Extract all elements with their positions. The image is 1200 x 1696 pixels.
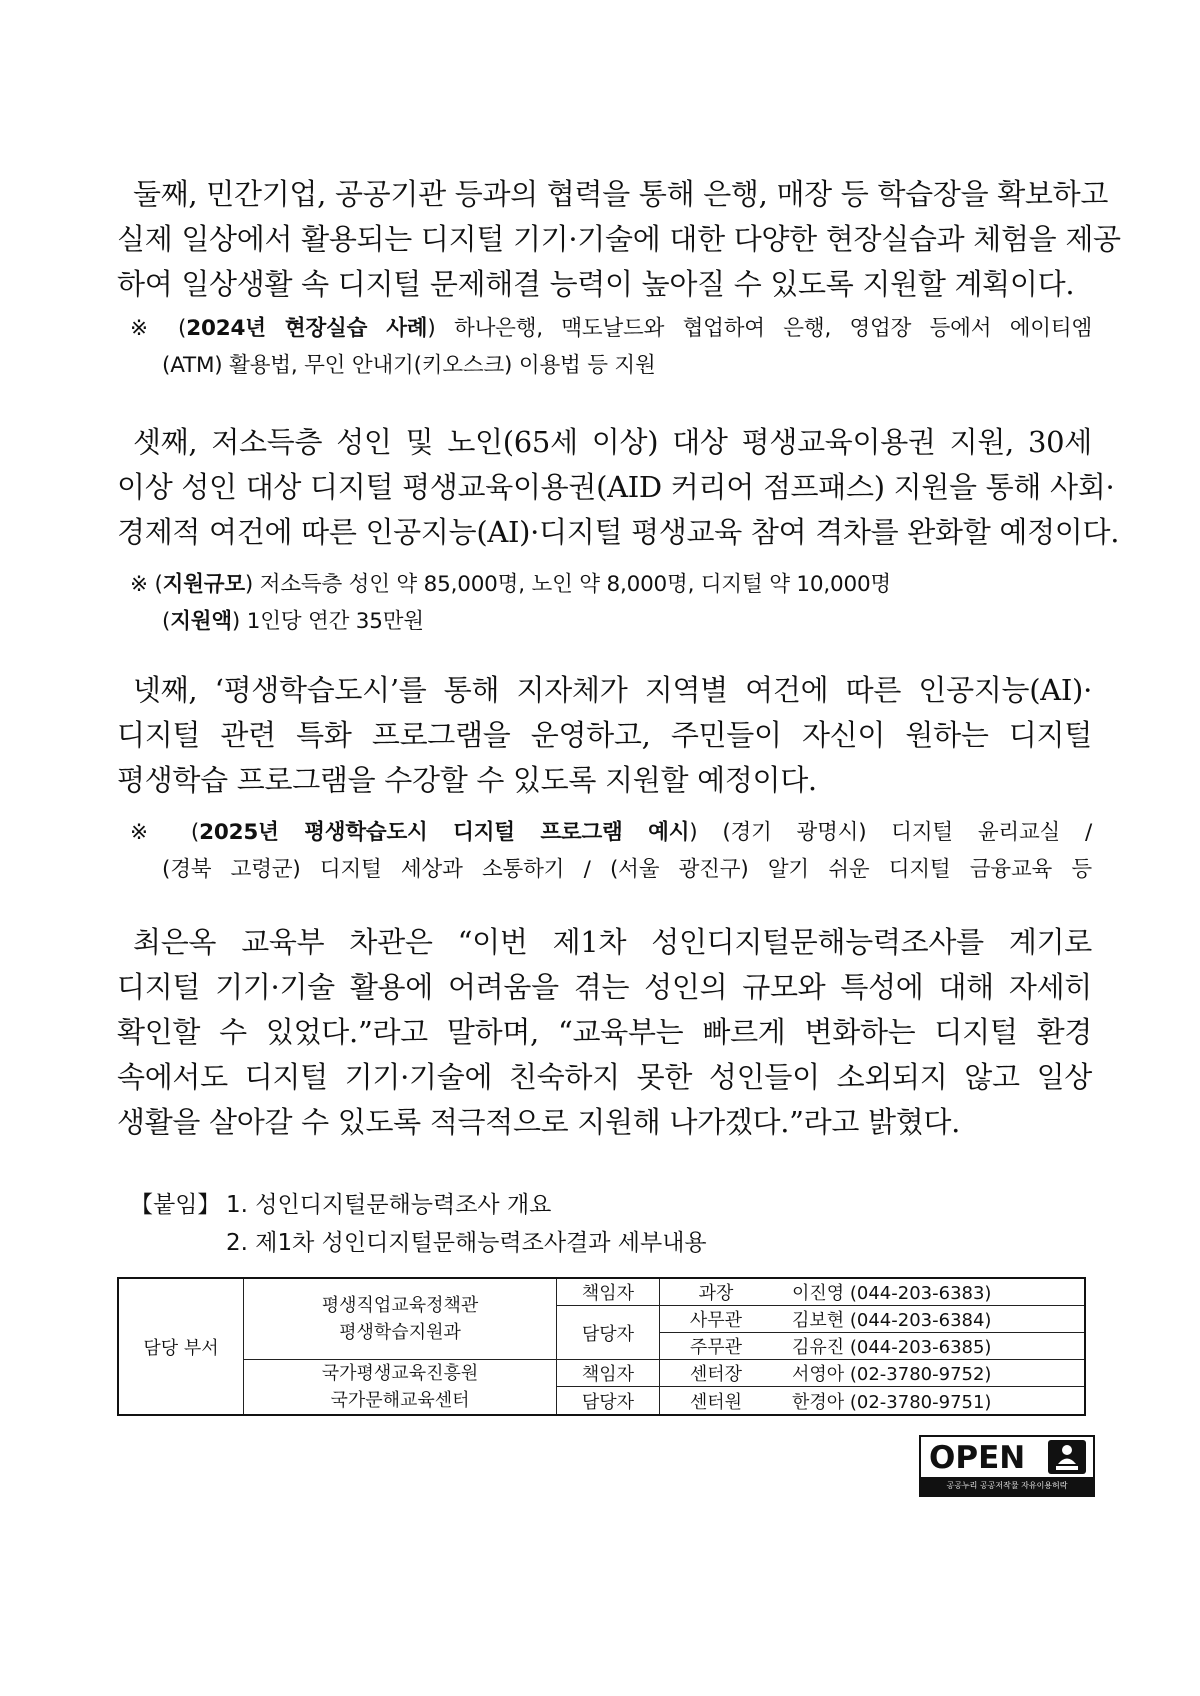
note-support-scale: [130, 566, 1092, 640]
name-phone-cell: 김유진 (044-203-6385): [772, 1333, 1085, 1360]
note-text: (ATM) 활용법, 무인 안내기(키오스크) 이용법 등 지원: [162, 353, 656, 378]
paragraph-line: 속에서도 디지털 기기·기술에 친숙하지 못한 성인들이 소외되지 않고 일상: [117, 1060, 1092, 1094]
paragraph-vice-minister-quote: [117, 920, 1092, 1145]
contacts-table: [117, 1277, 1086, 1416]
paragraph-line: 실제 일상에서 활용되는 디지털 기기·기술에 대한 다양한 현장실습과 체험을 제공: [117, 222, 1121, 256]
note-mark: ※ (: [130, 316, 187, 341]
note-heading: 2025년 평생학습도시 디지털 프로그램 예시: [199, 820, 690, 845]
paragraph-line: 확인할 수 있었다.”라고 말하며, “교육부는 빠르게 변화하는 디지털 환경: [117, 1015, 1092, 1049]
dept-label: 담당 부서: [118, 1278, 244, 1415]
note-text: (경북 고령군) 디지털 세상과 소통하기 / (서울 광진구) 알기 쉬운 디지털 금융교육 등: [162, 857, 1092, 882]
role-cell: 담당자: [557, 1306, 660, 1360]
rank-cell: 센터장: [660, 1360, 773, 1387]
note-heading: 지원액: [170, 609, 232, 634]
role-cell: 담당자: [557, 1387, 660, 1415]
note-text: ) 저소득층 성인 약 85,000명, 노인 약 8,000명, 디지털 약 10,000명: [244, 572, 892, 597]
rank-cell: 주무관: [660, 1333, 773, 1360]
kogl-open-license-logo: [919, 1435, 1095, 1497]
note-heading: 2024년 현장실습 사례: [186, 316, 428, 341]
attachment-item: 2. 제1차 성인디지털문해능력조사결과 세부내용: [226, 1230, 707, 1256]
rank-cell: 과장: [660, 1278, 773, 1306]
note-open: (: [162, 609, 171, 634]
note-heading: 지원규모: [162, 572, 245, 597]
name-phone-cell: 이진영 (044-203-6383): [772, 1278, 1085, 1306]
attribution-person-icon: [1048, 1440, 1086, 1474]
note-field-practice: [130, 310, 1092, 384]
paragraph-line: 셋째, 저소득층 성인 및 노인(65세 이상) 대상 평생교육이용권 지원, 30세: [133, 425, 1092, 459]
paragraph-line: 둘째, 민간기업, 공공기관 등과의 협력을 통해 은행, 매장 등 학습장을 확보하고: [133, 177, 1109, 211]
paragraph-line: 디지털 관련 특화 프로그램을 운영하고, 주민들이 자신이 원하는 디지털: [117, 718, 1092, 752]
paragraph-fourth: [117, 668, 1092, 803]
attachments-list: [130, 1186, 707, 1262]
note-mark: ※ (: [130, 820, 200, 845]
note-text: 하나은행, 맥도날드와 협업하여 은행, 영업장 등에서 에이티엠: [435, 316, 1093, 341]
note-program-example: [130, 814, 1092, 888]
table-row: [118, 1278, 1085, 1306]
org-name: 국가문해교육센터: [330, 1390, 470, 1411]
name-phone-cell: 김보현 (044-203-6384): [772, 1306, 1085, 1333]
paragraph-line: 최은옥 교육부 차관은 “이번 제1차 성인디지털문해능력조사를 계기로: [133, 925, 1092, 959]
paragraph-line: 경제적 여건에 따른 인공지능(AI)·디지털 평생교육 참여 격차를 완화할 예정이다.: [117, 515, 1120, 549]
org-name: 평생직업교육정책관: [321, 1295, 479, 1316]
note-close: ): [427, 316, 436, 341]
name-phone-cell: 한경아 (02-3780-9751): [772, 1387, 1085, 1415]
attachment-item: 1. 성인디지털문해능력조사 개요: [226, 1192, 552, 1218]
org-name: 국가평생교육진흥원: [321, 1363, 479, 1384]
org-name: 평생학습지원과: [339, 1322, 461, 1343]
paragraph-line: 생활을 살아갈 수 있도록 적극적으로 지원해 나가겠다.”라고 밝혔다.: [117, 1105, 961, 1139]
org-cell: [244, 1278, 557, 1360]
table-row: [118, 1360, 1085, 1387]
role-cell: 책임자: [557, 1278, 660, 1306]
paragraph-line: 디지털 기기·기술 활용에 어려움을 겪는 성인의 규모와 특성에 대해 자세히: [117, 970, 1092, 1004]
license-caption: 공공누리 공공저작물 자유이용허락: [921, 1477, 1093, 1495]
note-mark: ※ (: [130, 572, 163, 597]
paragraph-line: 넷째, ‘평생학습도시’를 통해 지자체가 지역별 여건에 따른 인공지능(AI)·: [133, 673, 1092, 707]
name-phone-cell: 서영아 (02-3780-9752): [772, 1360, 1085, 1387]
paragraph-second: [117, 172, 1121, 307]
open-wordmark: OPEN: [929, 1440, 1026, 1476]
role-cell: 책임자: [557, 1360, 660, 1387]
paragraph-line: 하여 일상생활 속 디지털 문제해결 능력이 높아질 수 있도록 지원할 계획이다.: [117, 267, 1075, 301]
paragraph-line: 평생학습 프로그램을 수강할 수 있도록 지원할 예정이다.: [117, 763, 817, 797]
paragraph-line: 이상 성인 대상 디지털 평생교육이용권(AID 커리어 점프패스) 지원을 통해 사회·: [117, 470, 1115, 504]
note-text: ) 1인당 연간 35만원: [231, 609, 424, 634]
note-text: ) (경기 광명시) 디지털 윤리교실 /: [689, 820, 1093, 845]
paragraph-third: [117, 420, 1120, 555]
rank-cell: 사무관: [660, 1306, 773, 1333]
org-cell: [244, 1360, 557, 1416]
attachments-label: 【붙임】: [130, 1192, 221, 1218]
rank-cell: 센터원: [660, 1387, 773, 1415]
